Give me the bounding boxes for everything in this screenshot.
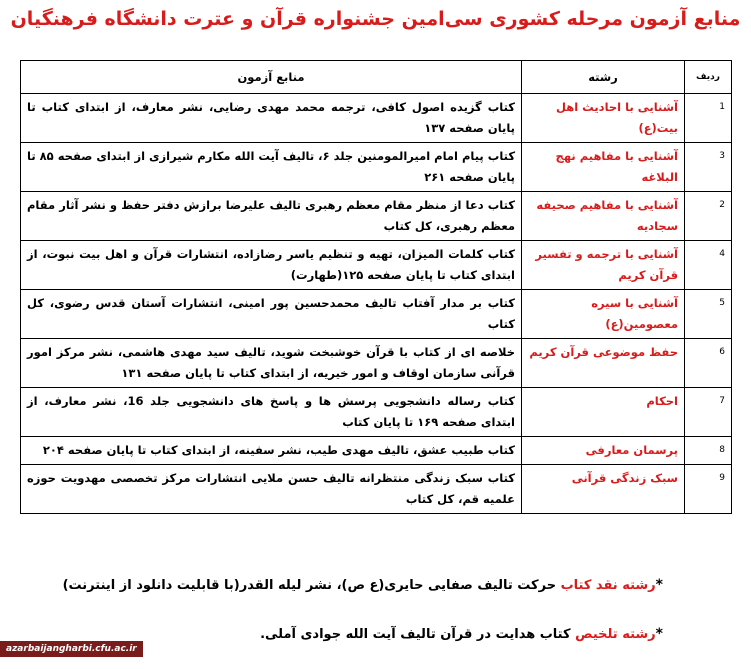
row-field: آشنایی با سیره معصومین(ع) xyxy=(522,290,685,339)
row-index: 4 xyxy=(685,241,732,290)
row-sources: کتاب سبک زندگی منتظرانه تالیف حسن ملایی انتشارات مرکز تخصصی مهدویت حوزه علمیه قم، کل کتاب xyxy=(21,465,522,514)
row-sources: کتاب گزیده اصول کافی، ترجمه محمد مهدی رضایی، نشر معارف، از ابتدای کتاب تا پایان صفحه ۱۳۷ xyxy=(21,94,522,143)
row-field: احکام xyxy=(522,388,685,437)
row-field: حفظ موضوعی قرآن کریم xyxy=(522,339,685,388)
row-sources: کتاب طبیب عشق، تالیف مهدی طیب، نشر سفینه، از ابتدای کتاب تا پایان صفحه ۲۰۴ xyxy=(21,437,522,465)
row-field: آشنایی با مفاهیم نهج البلاغه xyxy=(522,143,685,192)
row-field: سبک زندگی قرآنی xyxy=(522,465,685,514)
row-sources: کتاب پیام امام امیرالمومنین جلد ۶، تالیف آیت الله مکارم شیرازی از ابتدای صفحه ۸۵ تا پایان صفحه ۲۶۱ xyxy=(21,143,522,192)
row-field: آشنایی با مفاهیم صحیفه سجادیه xyxy=(522,192,685,241)
row-sources: خلاصه ای از کتاب با قرآن خوشبخت شوید، تالیف سید مهدی هاشمی، نشر مرکز امور قرآنی سازمان اوقاف و امور خیریه، از ابتدای کتاب تا پایان صفحه ۱۳۱ xyxy=(21,339,522,388)
row-field: آشنایی با ترجمه و تفسیر قرآن کریم xyxy=(522,241,685,290)
note-text: حرکت تالیف صفایی حایری(ع ص)، نشر لیله القدر(با قابلیت دانلود از اینترنت) xyxy=(62,578,561,593)
row-index: 1 xyxy=(685,94,732,143)
table-row xyxy=(21,290,732,339)
site-watermark: azarbaijangharbi.cfu.ac.ir xyxy=(0,641,143,657)
row-index: 2 xyxy=(685,192,732,241)
note-book-critique xyxy=(63,577,663,593)
table-row xyxy=(21,192,732,241)
row-index: 3 xyxy=(685,143,732,192)
table-row xyxy=(21,465,732,514)
table-row xyxy=(21,94,732,143)
exam-sources-table xyxy=(20,60,732,514)
row-sources: کتاب دعا از منظر مقام معظم رهبری تالیف علیرضا برازش دفتر حفظ و نشر آثار مقام معظم رهبری، کل کتاب xyxy=(21,192,522,241)
row-index: 8 xyxy=(685,437,732,465)
row-index: 5 xyxy=(685,290,732,339)
table-row xyxy=(21,437,732,465)
row-index: 7 xyxy=(685,388,732,437)
header-field: رشته xyxy=(522,61,685,94)
note-summarization xyxy=(260,626,663,642)
row-field: آشنایی با احادیث اهل بیت(ع) xyxy=(522,94,685,143)
table-row xyxy=(21,241,732,290)
table-header-row xyxy=(21,61,732,94)
row-sources: کتاب بر مدار آفتاب تالیف محمدحسین پور امینی، انتشارات آستان قدس رضوی، کل کتاب xyxy=(21,290,522,339)
row-index: 6 xyxy=(685,339,732,388)
note-star: * xyxy=(655,626,663,642)
note-label: رشته نقد کتاب xyxy=(560,578,656,593)
table-row xyxy=(21,143,732,192)
row-index: 9 xyxy=(685,465,732,514)
row-sources: کتاب رساله دانشجویی پرسش ها و پاسخ های دانشجویی جلد 16، نشر معارف، از ابتدای صفحه ۱۶۹ تا پایان کتاب xyxy=(21,388,522,437)
row-sources: کتاب کلمات المیزان، تهیه و تنظیم یاسر رضازاده، انتشارات قرآن و اهل بیت نبوت، از ابتدای کتاب تا پایان صفحه ۱۲۵(طهارت) xyxy=(21,241,522,290)
page-title: منابع آزمون مرحله کشوری سی‌امین جشنواره قرآن و عترت دانشگاه فرهنگیان xyxy=(10,8,741,30)
table-row xyxy=(21,388,732,437)
note-text: کتاب هدایت در قرآن تالیف آیت الله جوادی آملی. xyxy=(260,627,576,642)
table-row xyxy=(21,339,732,388)
note-label: رشته تلخیص xyxy=(575,627,656,642)
note-star: * xyxy=(655,577,663,593)
row-field: پرسمان معارفی xyxy=(522,437,685,465)
header-sources: منابع آزمون xyxy=(21,61,522,94)
header-index: ردیف xyxy=(685,61,732,94)
